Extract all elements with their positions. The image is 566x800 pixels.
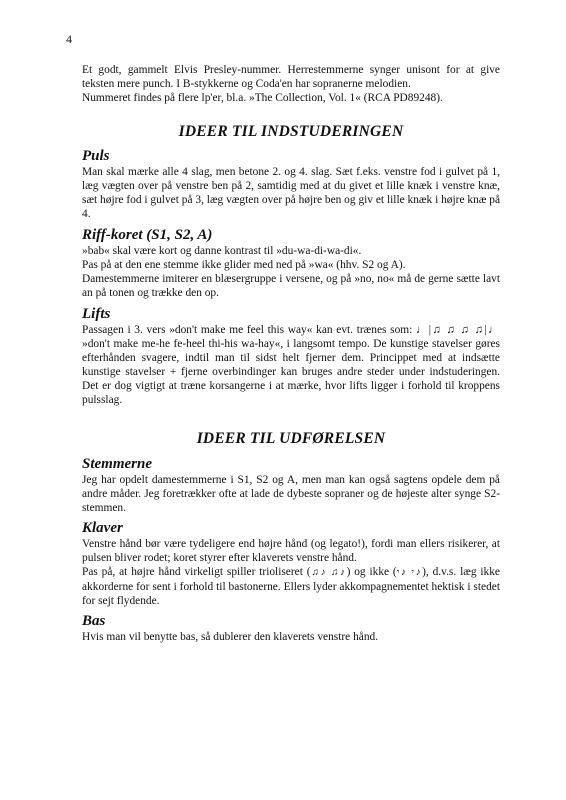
riff-text-line-3: Damestemmerne imiterer en blæsergruppe i versene, og på »no, no« må de gerne sætte lavt an på tonen og trække den op.	[82, 273, 500, 299]
klaver-text-2a: Pas på, at højre hånd virkeligt spiller trioliseret (	[82, 566, 311, 578]
subheading-klaver: Klaver	[82, 520, 123, 536]
subheading-bas: Bas	[82, 613, 106, 629]
triplet-notation: ♫♪ ♫♪	[310, 567, 347, 578]
lifts-text	[82, 323, 500, 407]
klaver-text-2c: ), d.v.s. læg ikke akkorderne for sent i forhold til bastonerne. Ellers lyder akkompagnementet hektisk i stedet for sejt flydende.	[82, 566, 500, 607]
page-number: 4	[66, 32, 72, 46]
puls-text: Man skal mærke alle 4 slag, men betone 2. og 4. slag. Sæt f.eks. venstre fod i gulvet på 1, læg vægten over på venstre ben på 2, samtidig med at du givet et lille knæk i venstre knæ, sæt højre fod i gulvet på 3, læg vægten over på højre ben og giv et lille knæk i højre knæ på 4.	[82, 166, 500, 220]
subheading-stemmerne: Stemmerne	[82, 456, 152, 472]
page-content	[82, 63, 500, 644]
riff-text-line-2: Pas på at den ene stemme ikke glider med ned på »wa« (hhv. S2 og A).	[82, 259, 406, 271]
riff-text-line-1: »bab« skal være kort og danne kontrast til »du-wa-di-wa-di«.	[82, 245, 362, 257]
subheading-puls: Puls	[82, 148, 110, 164]
lifts-intro: Passagen i 3. vers »don't make me feel this way« kan evt. trænes som:	[82, 324, 413, 336]
dotted-notation: 𝄾♪ 𝄾♪	[396, 567, 423, 578]
rhythm-notation: ♩|♫ ♫ ♫ ♫|♩	[416, 324, 501, 336]
section-heading-indstudering: IDEER TIL INDSTUDERINGEN	[178, 123, 404, 140]
intro-paragraph: Et godt, gammelt Elvis Presley-nummer. Herrestemmerne synger unisont for at give teksten mere punch. I B-stykkerne og Coda'en har sopranerne melodien.	[82, 64, 500, 90]
klaver-text-2b: ) og ikke (	[346, 566, 397, 578]
intro-recording-note: Nummeret findes på flere lp'er, bl.a. »The Collection, Vol. 1« (RCA PD89248).	[82, 92, 443, 104]
bas-text: Hvis man vil benytte bas, så dublerer den klaverets venstre hånd.	[82, 631, 379, 643]
klaver-text-1: Venstre hånd bør være tydeligere end højre hånd (og legato!), fordi man ellers risikerer, at pulsen bliver rodet; koret styrer efter klaverets venstre hånd.	[82, 538, 500, 564]
section-heading-udfoerelse: IDEER TIL UDFØRELSEN	[196, 430, 386, 447]
klaver-text-2	[82, 565, 500, 608]
subheading-riff-koret: Riff-koret (S1, S2, A)	[82, 227, 213, 243]
stemmerne-text: Jeg har opdelt damestemmerne i S1, S2 og A, men man kan også sagtens opdele dem på andre måder. Jeg foretrækker ofte at lade de dybeste sopraner og de højeste alter synge S2-stemmen.	[82, 474, 500, 514]
lifts-explanation: »don't make me-he fe-heel thi-his wa-hay«, i langsomt tempo. De kunstige stavelser gøres efterhånden svagere, indtil man til sidst helt fjerner dem. Princippet med at indsætte kunstige stavelser + fjerne overbindinger kan bruges andre steder under indstuderingen. Det er dog vigtigt at træne korsangerne i at mærke, hvor lifts ligger i forhold til kroppens pulsslag.	[82, 338, 500, 406]
subheading-lifts: Lifts	[82, 306, 111, 322]
